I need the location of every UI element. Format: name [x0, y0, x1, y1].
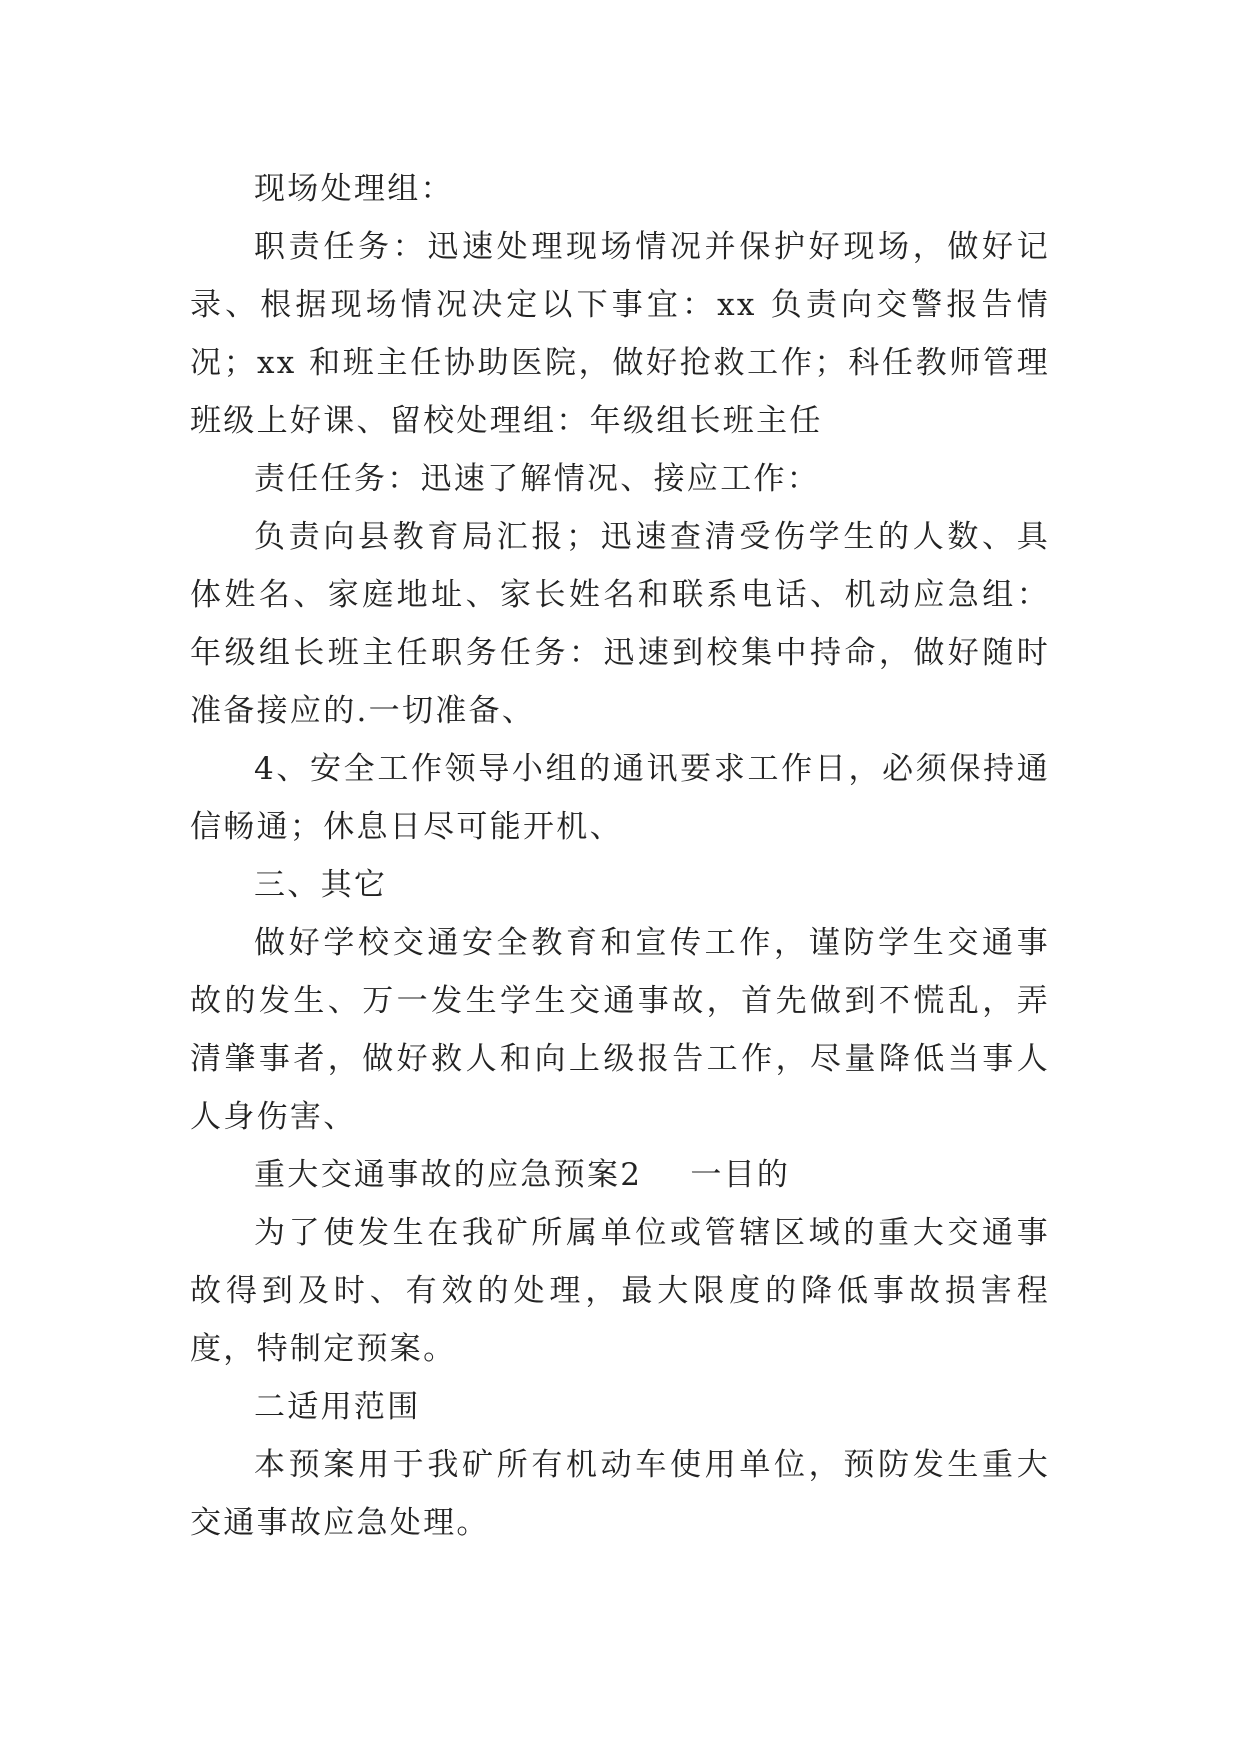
paragraph-communication: 4、安全工作领导小组的通讯要求工作日，必须保持通信畅通；休息日尽可能开机、 [190, 751, 1050, 845]
section-heading [190, 1146, 1050, 1204]
paragraph-duty-tasks: 职责任务：迅速处理现场情况并保护好现场，做好记录、根据现场情况决定以下事宜：xx 负责向交警报告情况；xx 和班主任协助医院，做好抢救工作；科任教师管理班级上好课、留校处理组：年级组长班主任 [190, 229, 1050, 439]
paragraph-responsibility-tasks: 责任任务：迅速了解情况、接应工作： [254, 461, 821, 497]
plan-title: 重大交通事故的应急预案2 [254, 1157, 643, 1193]
paragraph-others-heading: 三、其它 [254, 867, 388, 903]
paragraph-purpose: 为了使发生在我矿所属单位或管辖区域的重大交通事故得到及时、有效的处理，最大限度的降低事故损害程度，特制定预案。 [190, 1215, 1050, 1367]
paragraph-scope: 本预案用于我矿所有机动车使用单位，预防发生重大交通事故应急处理。 [190, 1447, 1050, 1541]
document-body [190, 160, 1050, 1552]
paragraph-report-county: 负责向县教育局汇报；迅速查清受伤学生的人数、具体姓名、家庭地址、家长姓名和联系电话、机动应急组：年级组长班主任职务任务：迅速到校集中持命，做好随时准备接应的.一切准备、 [190, 519, 1050, 729]
paragraph-scope-heading: 二适用范围 [254, 1389, 421, 1425]
paragraph-safety-education: 做好学校交通安全教育和宣传工作，谨防学生交通事故的发生、万一发生学生交通事故，首先做到不慌乱，弄清肇事者，做好救人和向上级报告工作，尽量降低当事人人身伤害、 [190, 925, 1050, 1135]
purpose-heading: 一目的 [690, 1157, 791, 1193]
paragraph-onsite-team: 现场处理组： [254, 171, 454, 207]
